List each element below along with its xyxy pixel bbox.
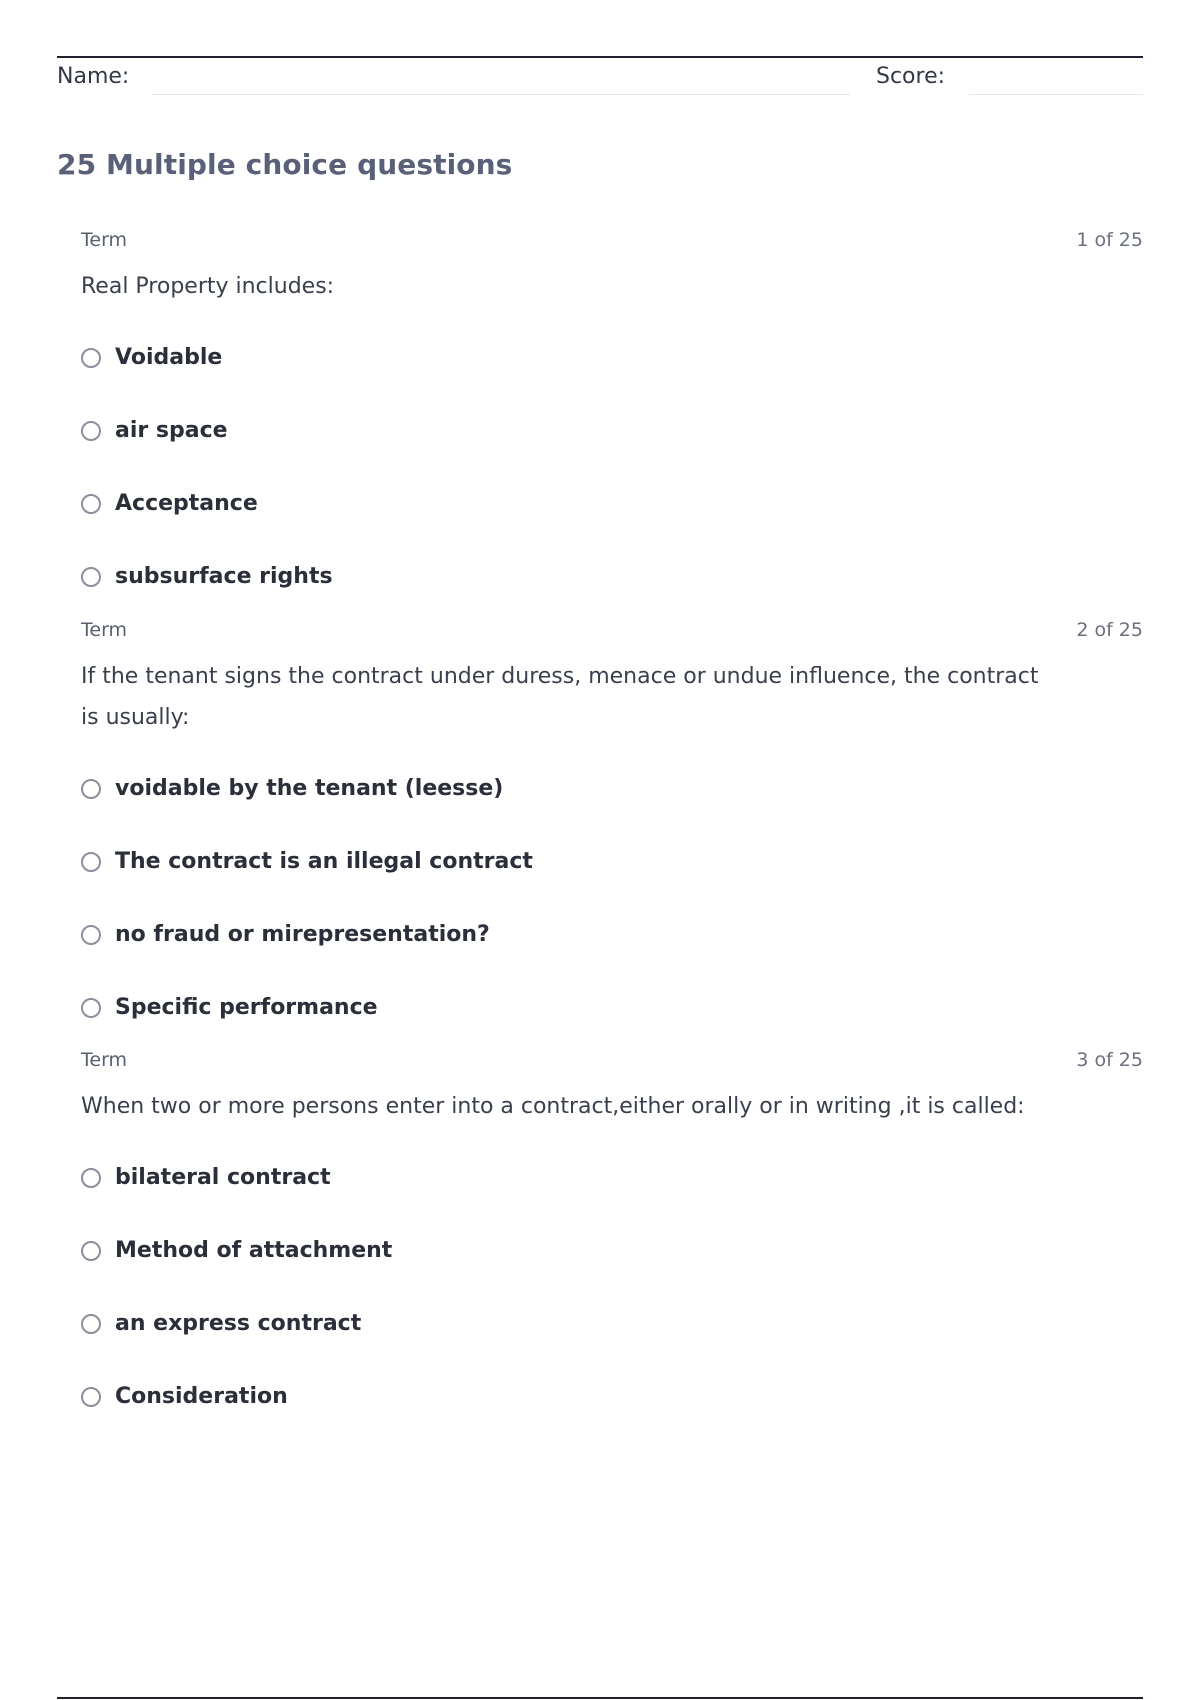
option[interactable] [81, 1214, 1143, 1287]
radio-button-icon[interactable] [81, 1387, 101, 1407]
question-text: Real Property includes: [81, 274, 335, 299]
question-2 [81, 619, 1143, 1044]
option-label[interactable]: bilateral contract [115, 1165, 331, 1190]
option[interactable] [81, 825, 1143, 898]
option-label[interactable]: no fraud or mirepresentation? [115, 922, 490, 947]
options-list [81, 752, 1143, 1044]
option[interactable] [81, 467, 1143, 540]
radio-button-icon[interactable] [81, 998, 101, 1018]
name-input-line[interactable] [152, 94, 850, 95]
option[interactable] [81, 1141, 1143, 1214]
radio-button-icon[interactable] [81, 348, 101, 368]
radio-button-icon[interactable] [81, 1168, 101, 1188]
options-list [81, 1141, 1143, 1433]
radio-button-icon[interactable] [81, 925, 101, 945]
option-label[interactable]: Voidable [115, 345, 223, 370]
question-counter: 2 of 25 [1076, 619, 1143, 641]
question-3 [81, 1049, 1143, 1433]
question-counter: 1 of 25 [1076, 229, 1143, 251]
radio-button-icon[interactable] [81, 852, 101, 872]
option[interactable] [81, 394, 1143, 467]
radio-button-icon[interactable] [81, 1241, 101, 1261]
name-label: Name: [57, 64, 130, 89]
score-input-line[interactable] [969, 94, 1143, 95]
term-label: Term [81, 619, 128, 641]
option[interactable] [81, 1287, 1143, 1360]
option[interactable] [81, 898, 1143, 971]
section-title: 25 Multiple choice questions [57, 148, 513, 181]
question-text: If the tenant signs the contract under duress, menace or undue influence, the contract is usually: [81, 664, 1039, 730]
option-label[interactable]: subsurface rights [115, 564, 333, 589]
question-header [81, 229, 1143, 257]
option-label[interactable]: Consideration [115, 1384, 288, 1409]
term-label: Term [81, 1049, 128, 1071]
option-label[interactable]: Specific performance [115, 995, 378, 1020]
option[interactable] [81, 540, 1143, 613]
question-text: When two or more persons enter into a contract,either orally or in writing ,it is called: [81, 1094, 1025, 1119]
option-label[interactable]: voidable by the tenant (leesse) [115, 776, 504, 801]
radio-button-icon[interactable] [81, 567, 101, 587]
radio-button-icon[interactable] [81, 779, 101, 799]
question-1 [81, 229, 1143, 613]
question-counter: 3 of 25 [1076, 1049, 1143, 1071]
header-row [57, 60, 1143, 100]
question-header [81, 619, 1143, 647]
options-list [81, 321, 1143, 613]
radio-button-icon[interactable] [81, 494, 101, 514]
score-label: Score: [876, 64, 946, 89]
option-label[interactable]: an express contract [115, 1311, 362, 1336]
option[interactable] [81, 752, 1143, 825]
option-label[interactable]: The contract is an illegal contract [115, 849, 533, 874]
option[interactable] [81, 971, 1143, 1044]
option-label[interactable]: Acceptance [115, 491, 258, 516]
top-rule [57, 56, 1143, 58]
option-label[interactable]: air space [115, 418, 228, 443]
option[interactable] [81, 321, 1143, 394]
option[interactable] [81, 1360, 1143, 1433]
term-label: Term [81, 229, 128, 251]
option-label[interactable]: Method of attachment [115, 1238, 393, 1263]
radio-button-icon[interactable] [81, 421, 101, 441]
bottom-rule [57, 1697, 1143, 1699]
question-header [81, 1049, 1143, 1077]
radio-button-icon[interactable] [81, 1314, 101, 1334]
